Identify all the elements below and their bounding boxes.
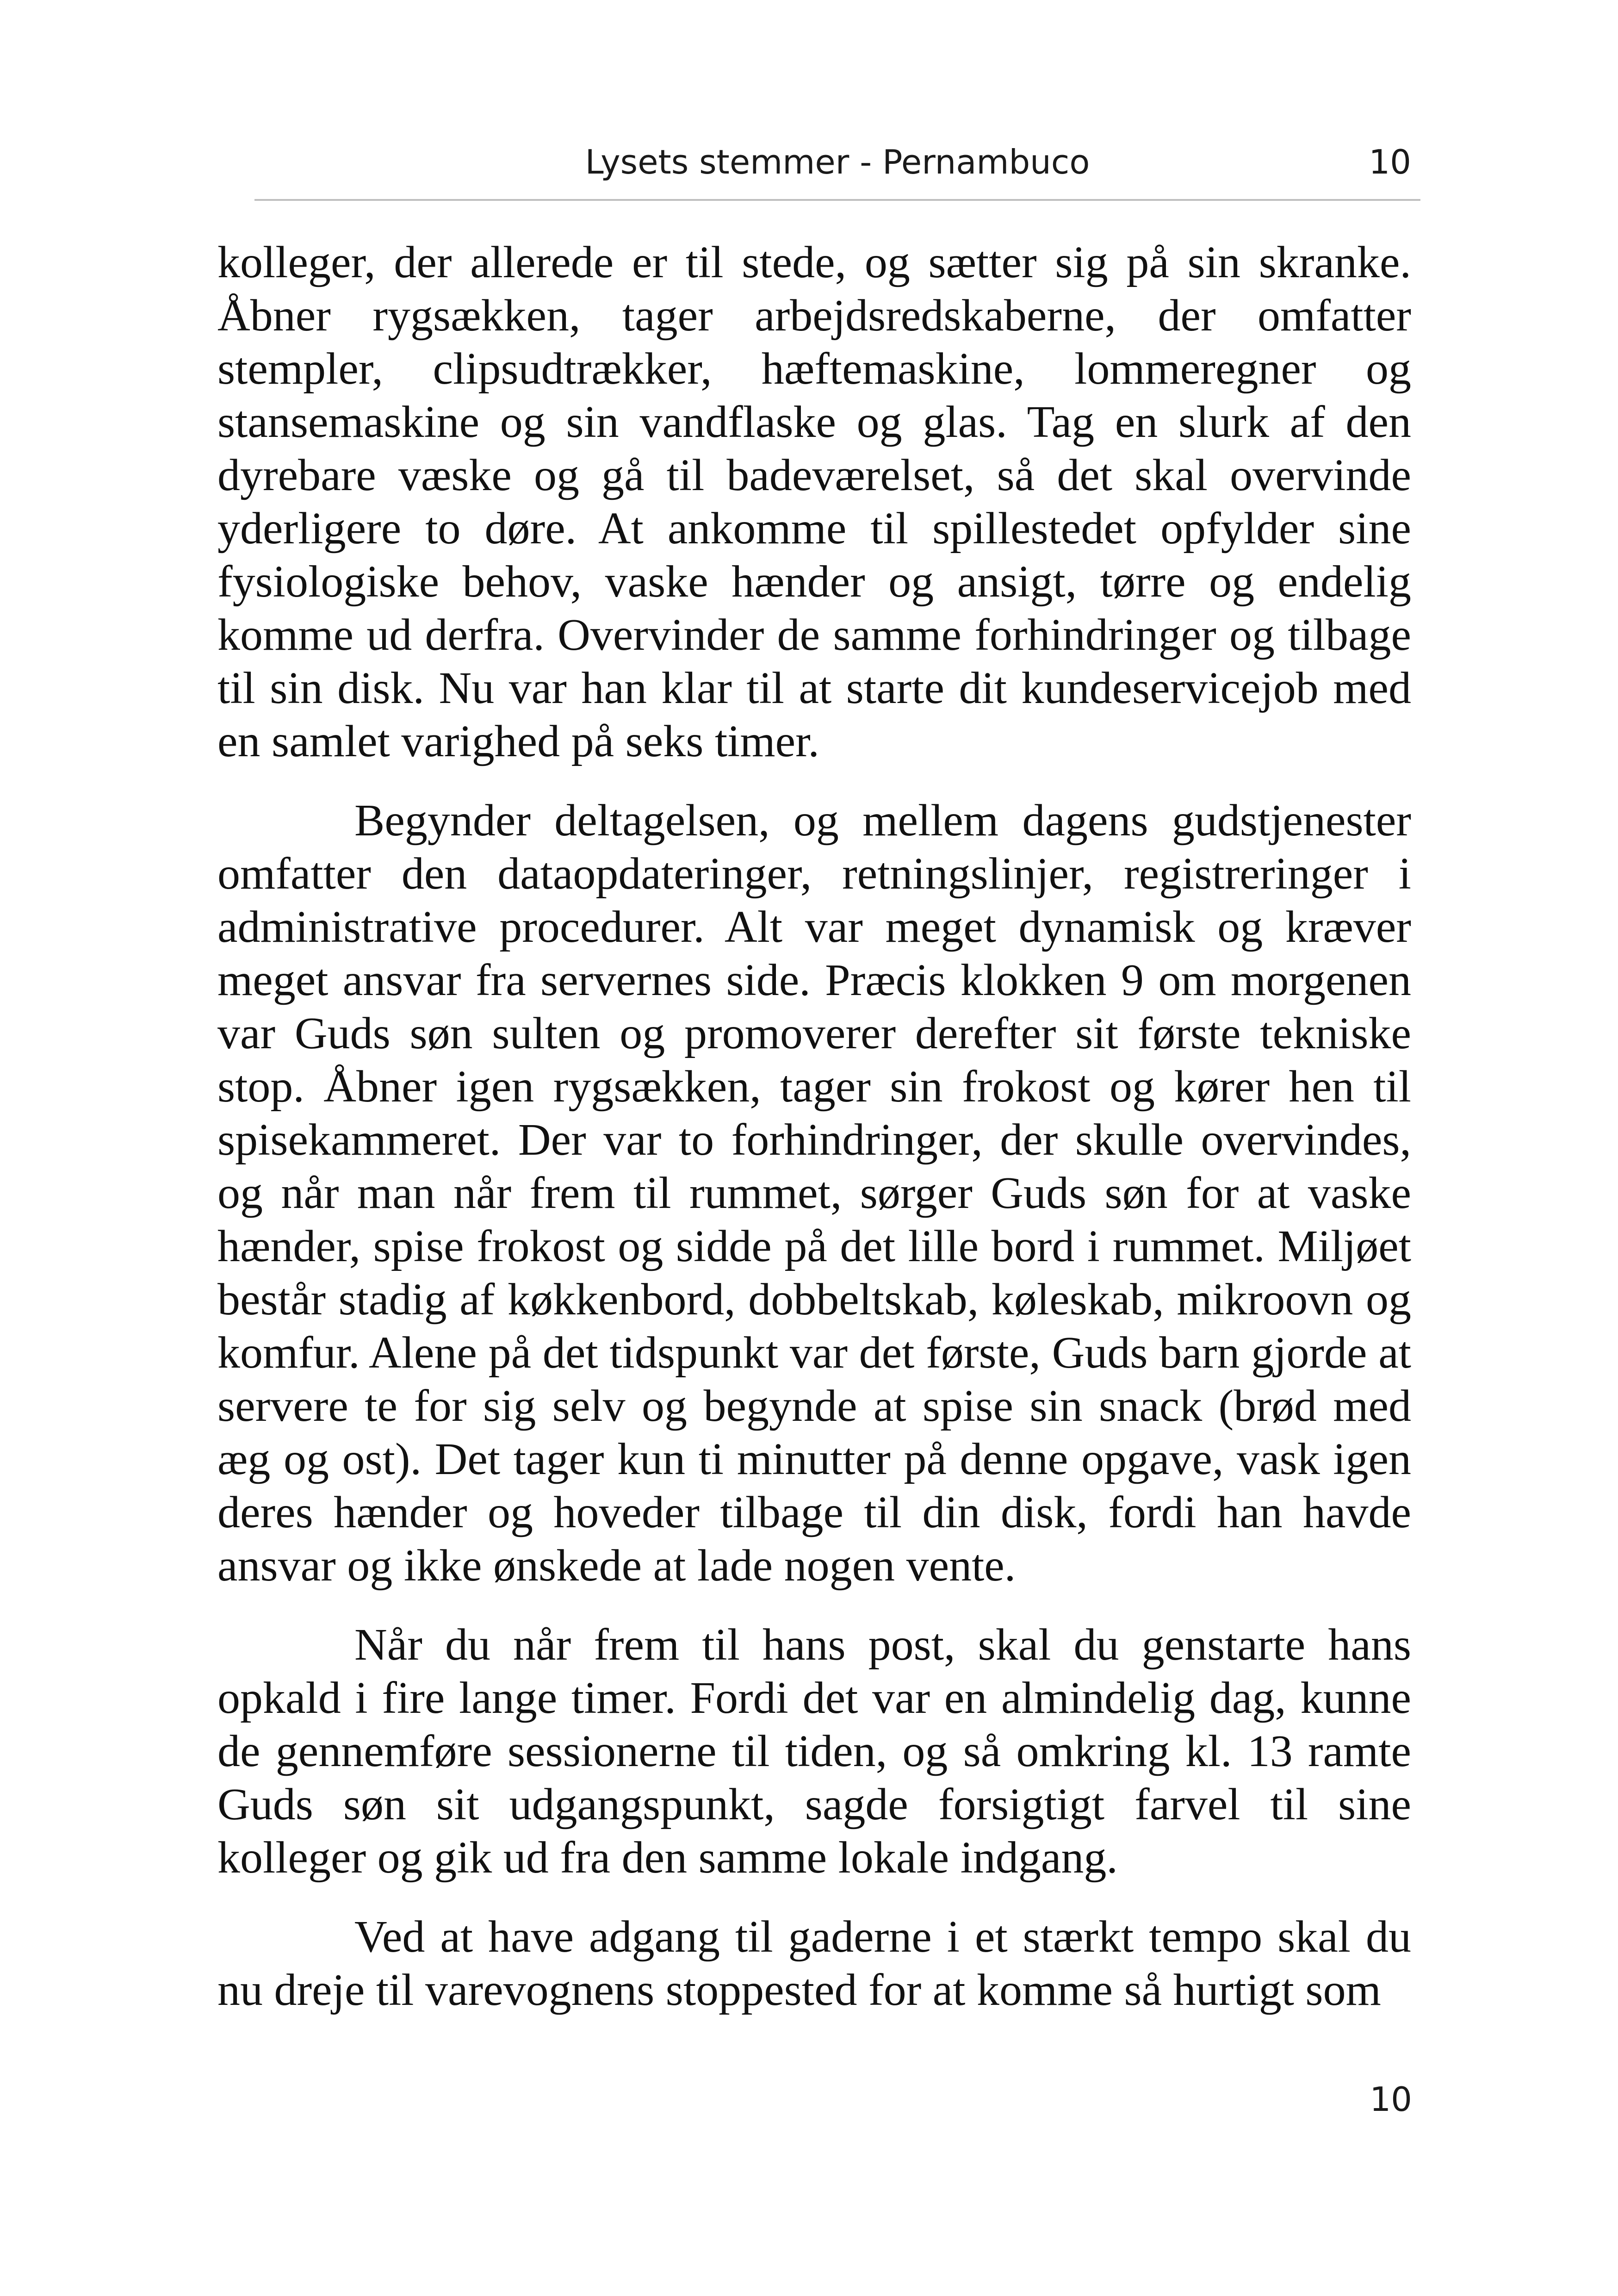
footer-page-number: 10	[1370, 2080, 1412, 2119]
running-header	[254, 130, 1420, 201]
paragraph-4: Ved at have adgang til gaderne i et stærkt tempo skal du nu dreje til varevognens stoppested for at komme så hurtigt som	[217, 1912, 1411, 2015]
paragraph-1: kolleger, der allerede er til stede, og sætter sig på sin skranke. Åbner rygsækken, tager arbejdsredskaberne, der omfatter stempler, clipsudtrækker, hæftemaskine, lommeregner og stansemaskine og sin vandflaske og glas. Tag en slurk af den dyrebare væske og gå til badeværelset, så det skal overvinde yderligere to døre. At ankomme til spillestedet opfylder sine fysiologiske behov, vaske hænder og ansigt, tørre og endelig komme ud derfra. Overvinder de samme forhindringer og tilbage til sin disk. Nu var han klar til at starte dit kundeservicejob med en samlet varighed på seks timer.	[217, 237, 1411, 766]
body-text	[217, 236, 1411, 2017]
paragraph-3: Når du når frem til hans post, skal du genstarte hans opkald i fire lange timer. Fordi det var en almindelig dag, kunne de gennemføre sessionerne til tiden, og så omkring kl. 13 ramte Guds søn sit udgangspunkt, sagde forsigtigt farvel til sine kolleger og gik ud fra den samme lokale indgang.	[217, 1620, 1411, 1883]
header-title: Lysets stemmer - Pernambuco	[585, 143, 1090, 181]
header-page-number: 10	[1369, 143, 1411, 181]
paragraph-2: Begynder deltagelsen, og mellem dagens gudstjenester omfatter den dataopdateringer, retningslinjer, registreringer i administrative procedurer. Alt var meget dynamisk og kræver meget ansvar fra servernes side. Præcis klokken 9 om morgenen var Guds søn sulten og promoverer derefter sit første tekniske stop. Åbner igen rygsækken, tager sin frokost og kører hen til spisekammeret. Der var to forhindringer, der skulle overvindes, og når man når frem til rummet, sørger Guds søn for at vaske hænder, spise frokost og sidde på det lille bord i rummet. Miljøet består stadig af køkkenbord, dobbeltskab, køleskab, mikroovn og komfur. Alene på det tidspunkt var det første, Guds barn gjorde at servere te for sig selv og begynde at spise sin snack (brød med æg og ost). Det tager kun ti minutter på denne opgave, vask igen deres hænder og hoveder tilbage til din disk, fordi han havde ansvar og ikke ønskede at lade nogen vente.	[217, 796, 1411, 1591]
